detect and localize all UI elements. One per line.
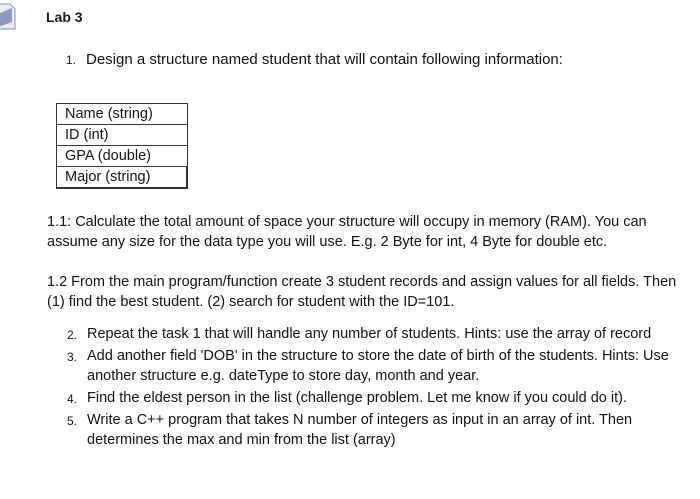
list-item — [67, 410, 695, 450]
list-item — [67, 324, 695, 344]
task-1-2-paragraph: 1.2 From the main program/function create 3 student records and assign values for all fields. Then (1) find the best student. (2) search for student with the ID=101. — [47, 274, 677, 310]
list-item — [67, 388, 695, 408]
table-row — [57, 125, 188, 146]
question-1-text: Design a structure named student that will contain following information: — [86, 51, 563, 68]
structure-fields-table — [56, 103, 188, 189]
task-list — [67, 324, 695, 452]
item-number: 2. — [67, 328, 78, 342]
lab-title: Lab 3 — [46, 9, 83, 25]
table-row — [57, 167, 188, 189]
list-item — [67, 346, 695, 386]
table-row — [57, 146, 188, 167]
field-cell: Name (string) — [57, 104, 188, 125]
item-number: 3. — [67, 350, 78, 364]
item-text: Write a C++ program that takes N number of integers as input in an array of int. Then determines the max and min from the list (array) — [87, 412, 633, 448]
field-cell: Major (string) — [57, 167, 188, 189]
field-cell: GPA (double) — [57, 146, 188, 167]
question-1 — [66, 51, 563, 68]
item-text: Find the eldest person in the list (challenge problem. Let me know if you could do it). — [87, 390, 628, 406]
item-number: 5. — [67, 414, 78, 428]
item-text: Add another field 'DOB' in the structure to store the date of birth of the students. Hints: Use another structure e.g. dateType to store day, month and year. — [87, 348, 669, 384]
field-cell: ID (int) — [57, 125, 188, 146]
item-number: 4. — [67, 392, 78, 406]
document-icon — [0, 2, 16, 30]
task-1-1-paragraph: 1.1: Calculate the total amount of space your structure will occupy in memory (RAM). You can assume any size for the data type you will use. E.g. 2 Byte for int, 4 Byte for double etc. — [47, 214, 647, 250]
table-row — [57, 104, 188, 125]
item-text: Repeat the task 1 that will handle any number of students. Hints: use the array of record — [87, 326, 652, 342]
question-1-number: 1. — [66, 53, 77, 67]
